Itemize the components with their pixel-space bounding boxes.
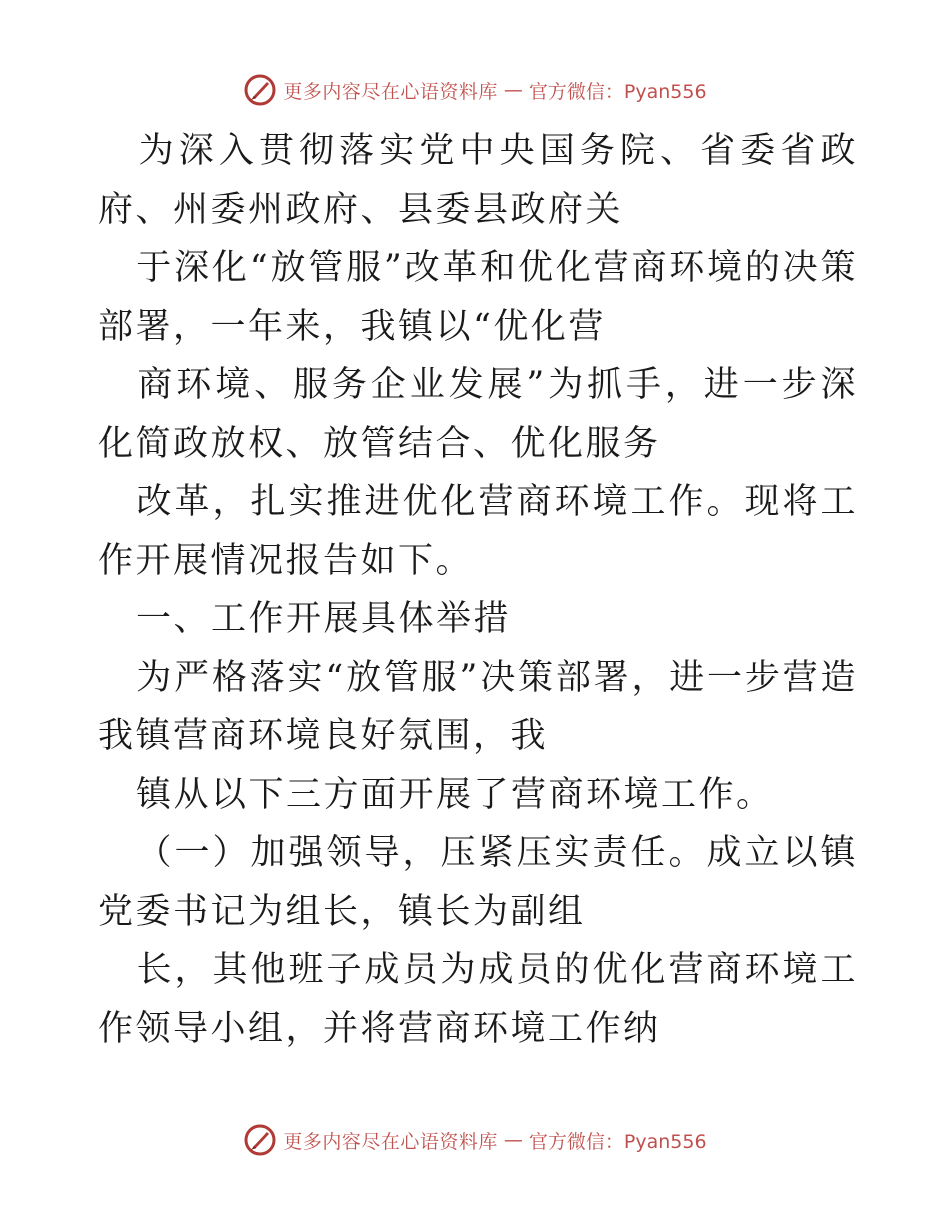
watermark-wechat: 官方微信：Pyan556: [528, 1130, 707, 1153]
watermark-separator: —: [503, 1129, 523, 1151]
paragraph: 商环境、服务企业发展”为抓手，进一步深化简政放权、放管结合、优化服务: [98, 365, 858, 464]
paragraph: （一）加强领导，压紧压实责任。成立以镇党委书记为组长，镇长为副组: [98, 833, 858, 932]
paragraph: 于深化“放管服”改革和优化营商环境的决策部署，一年来，我镇以“优化营: [98, 248, 858, 347]
paragraph: 长，其他班子成员为成员的优化营商环境工作领导小组，并将营商环境工作纳: [98, 950, 858, 1049]
paragraph: 为严格落实“放管服”决策部署，进一步营造我镇营商环境良好氛围，我: [98, 657, 858, 756]
footer-watermark: [0, 1120, 950, 1160]
watermark-text: 更多内容尽在心语资料库: [283, 80, 498, 103]
section-heading: 一、工作开展具体举措: [136, 599, 512, 639]
quill-seal-icon: [243, 73, 277, 107]
watermark-separator: —: [503, 79, 523, 101]
quill-seal-icon: [243, 1123, 277, 1157]
paragraph: 改革，扎实推进优化营商环境工作。现将工作开展情况报告如下。: [98, 482, 858, 581]
header-watermark: [0, 70, 950, 110]
watermark-text: 更多内容尽在心语资料库: [283, 1130, 498, 1153]
document-body: [98, 122, 858, 1058]
paragraph: 镇从以下三方面开展了营商环境工作。: [136, 774, 774, 815]
watermark-wechat: 官方微信：Pyan556: [528, 80, 707, 103]
paragraph: 为深入贯彻落实党中央国务院、省委省政府、州委州政府、县委县政府关: [98, 131, 858, 230]
